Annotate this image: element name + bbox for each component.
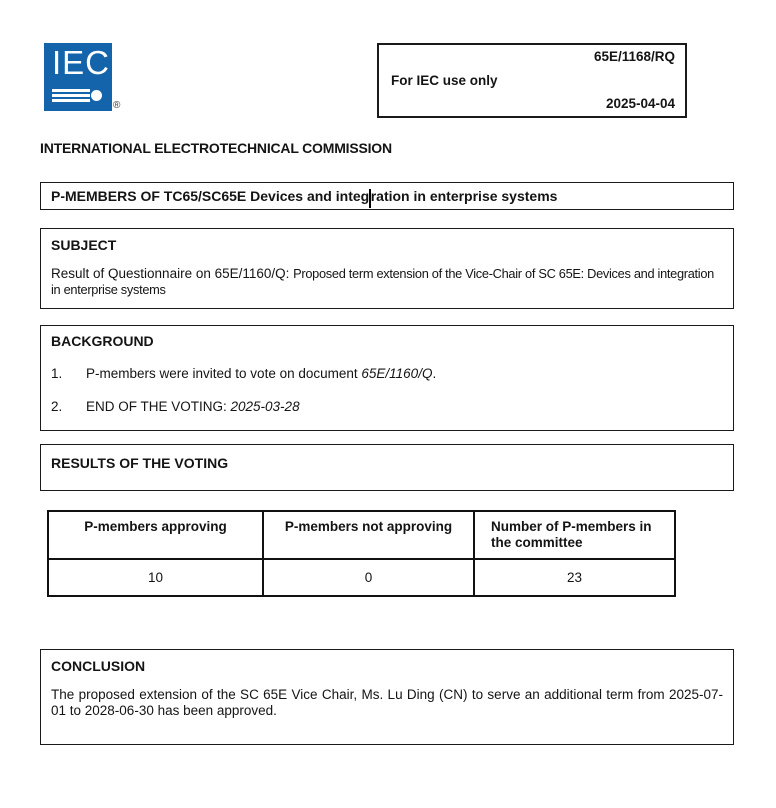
table-value-row <box>48 559 675 596</box>
item-text: END OF THE VOTING: <box>86 399 231 414</box>
background-item-2 <box>51 399 723 415</box>
subject-box <box>40 228 734 309</box>
subject-detail-text: Proposed term extension of the Vice-Chair of SC 65E: Devices and integration in enterprise systems <box>51 266 714 297</box>
conclusion-heading: CONCLUSION <box>51 658 146 674</box>
document-date: 2025-04-04 <box>605 96 675 111</box>
value-cell-committee-total: 23 <box>474 559 675 596</box>
item-number: 2. <box>51 399 63 414</box>
subject-body <box>51 266 723 297</box>
conclusion-box <box>40 649 734 745</box>
conclusion-body: The proposed extension of the SC 65E Vice Chair, Ms. Lu Ding (CN) to serve an additional term from 2025-07-01 to 2028-06-30 has been approved. <box>51 687 723 718</box>
subject-heading: SUBJECT <box>51 237 117 253</box>
item-suffix: . <box>432 366 437 381</box>
iec-logo <box>44 43 112 111</box>
item-text: P-members were invited to vote on document <box>86 366 362 381</box>
logo-underline-3 <box>52 99 90 102</box>
header-cell-approving: P-members approving <box>48 511 263 559</box>
background-heading: BACKGROUND <box>51 333 154 349</box>
item-emphasis: 2025-03-28 <box>230 399 300 414</box>
subject-lead-text: Result of Questionnaire on 65E/1160/Q: <box>51 266 294 281</box>
item-emphasis: 65E/1160/Q <box>361 366 433 381</box>
iec-logo-letters: IEC <box>52 44 111 81</box>
logo-dot <box>91 90 102 101</box>
header-cell-committee-total: Number of P-members in the committee <box>474 511 675 559</box>
value-cell-approving: 10 <box>48 559 263 596</box>
results-box <box>40 444 734 491</box>
addressee-box[interactable] <box>40 182 734 210</box>
voting-table <box>47 510 676 597</box>
iec-use-only-box <box>377 43 687 118</box>
background-item-1 <box>51 366 723 382</box>
addressee-text-before-cursor: P-MEMBERS OF TC65/SC65E Devices and integ <box>51 188 370 204</box>
logo-underline-1 <box>52 89 90 92</box>
use-note: For IEC use only <box>391 72 498 88</box>
org-title: INTERNATIONAL ELECTROTECHNICAL COMMISSION <box>40 140 392 156</box>
document-reference: 65E/1168/RQ <box>593 49 675 64</box>
value-cell-not-approving: 0 <box>263 559 474 596</box>
addressee-text-after-cursor: ration in enterprise systems <box>370 188 558 204</box>
logo-underline-2 <box>52 94 90 97</box>
results-heading: RESULTS OF THE VOTING <box>51 455 229 471</box>
item-number: 1. <box>51 366 63 381</box>
iec-logo-underlines <box>52 89 90 104</box>
background-box <box>40 325 734 431</box>
header-cell-not-approving: P-members not approving <box>263 511 474 559</box>
registered-trademark-symbol: ® <box>113 100 121 111</box>
table-header-row <box>48 511 675 559</box>
